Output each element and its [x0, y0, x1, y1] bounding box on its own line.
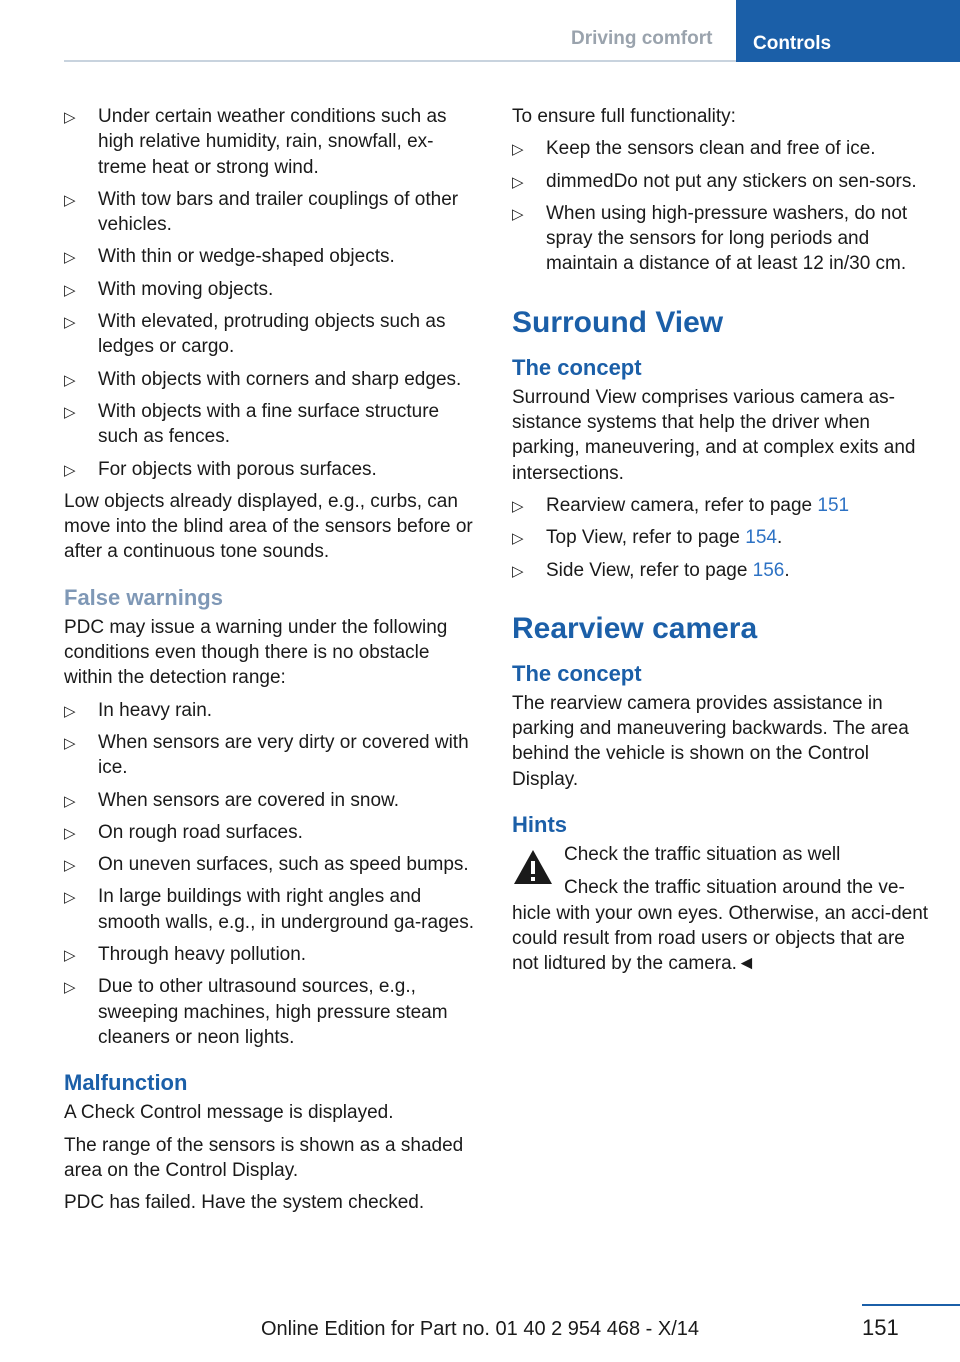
- list-item: ▷ For objects with porous surfaces.: [64, 457, 482, 482]
- list-item: ▷ Top View, refer to page 154.: [512, 525, 930, 550]
- rearview-concept-heading: The concept: [512, 660, 642, 686]
- list-item: ▷ With objects with corners and sharp edges.: [64, 367, 482, 392]
- surround-concept-heading: The concept: [512, 354, 642, 380]
- false-warnings-intro: PDC may issue a warning under the following conditions even though there is no obstacle within the detection range:: [64, 616, 448, 689]
- bullet-triangle-icon: ▷: [64, 461, 76, 479]
- list-item: ▷ With thin or wedge-shaped objects.: [64, 244, 482, 269]
- page-reference-link[interactable]: 154: [745, 527, 777, 549]
- functionality-intro: To ensure full functionality:: [512, 106, 736, 127]
- section-label: Driving comfort: [571, 28, 713, 49]
- bullet-triangle-icon: ▷: [64, 109, 76, 126]
- bullet-triangle-icon: ▷: [512, 530, 524, 548]
- rearview-camera-heading: Rearview camera: [512, 611, 758, 645]
- bullet-triangle-icon: ▷: [64, 314, 76, 332]
- warning-triangle-icon: [512, 848, 554, 886]
- bullet-triangle-icon: ▷: [64, 702, 76, 720]
- left-column: [64, 104, 482, 1222]
- list-item: ▷ With moving objects.: [64, 277, 482, 302]
- bullet-triangle-icon: ▷: [64, 947, 76, 965]
- list-item: ▷ On rough road surfaces.: [64, 820, 482, 845]
- functionality-list: [512, 136, 930, 276]
- bullet-triangle-icon: ▷: [64, 403, 76, 421]
- list-item: ▷ In large buildings with right angles and smooth walls, e.g., in underground ga-rages.: [64, 886, 474, 933]
- bullet-triangle-icon: ▷: [64, 824, 76, 842]
- bullet-triangle-icon: ▷: [512, 205, 524, 223]
- footer-rule: [862, 1304, 960, 1306]
- bullet-triangle-icon: ▷: [64, 792, 76, 810]
- bullet-triangle-icon: ▷: [64, 889, 76, 907]
- bullet-triangle-icon: ▷: [64, 857, 76, 875]
- chapter-tab: Controls: [736, 0, 960, 62]
- bullet-triangle-icon: ▷: [512, 562, 524, 580]
- page-number: 151: [862, 1315, 899, 1340]
- edition-footer: Online Edition for Part no. 01 40 2 954 468 - X/14: [260, 1318, 700, 1340]
- right-column: [512, 104, 930, 977]
- page-reference-link[interactable]: 151: [817, 494, 850, 516]
- hints-heading: Hints: [512, 812, 567, 838]
- malfunction-heading: Malfunction: [64, 1070, 188, 1096]
- list-item: ▷ With elevated, protruding objects such as ledges or cargo.: [64, 311, 446, 358]
- blind-area-paragraph: Low objects already displayed, e.g., curbs, can move into the blind area of the sensors before or after a continuous tone sounds.: [64, 490, 473, 563]
- bullet-triangle-icon: ▷: [512, 497, 524, 515]
- rearview-concept-paragraph: The rearview camera provides assistance in parking and maneuvering backwards. The area behind the vehicle is shown on the Control Display.: [512, 692, 909, 790]
- bullet-triangle-icon: ▷: [512, 141, 524, 159]
- malfunction-paragraph-3: PDC has failed. Have the system checked.: [64, 1192, 425, 1214]
- malfunction-paragraph-2: The range of the sensors is shown as a shaded area on the Control Display.: [64, 1134, 464, 1181]
- false-warnings-list: [64, 698, 482, 1051]
- list-item: ▷ In heavy rain.: [64, 698, 482, 723]
- bullet-triangle-icon: ▷: [64, 281, 76, 299]
- false-warnings-heading: False warnings: [64, 584, 223, 610]
- list-item: ▷ Under certain weather conditions such as high relative humidity, rain, snowfall, ex-treme heat or strong wind.: [64, 106, 447, 178]
- list-item: ▷ Side View, refer to page 156.: [512, 558, 930, 583]
- bullet-triangle-icon: ▷: [64, 191, 76, 209]
- surround-view-heading: Surround View: [512, 305, 724, 339]
- page-reference-link[interactable]: 156: [752, 559, 785, 581]
- conditions-list: [64, 104, 482, 482]
- list-item: ▷ With tow bars and trailer couplings of other vehicles.: [64, 188, 459, 236]
- list-item: ▷ When sensors are very dirty or covered with ice.: [64, 731, 469, 779]
- list-item: ▷ With objects with a fine surface structure such as fences.: [64, 400, 440, 448]
- bullet-triangle-icon: ▷: [64, 979, 76, 997]
- page-header: [0, 0, 960, 62]
- list-item: ▷ Keep the sensors clean and free of ice.: [512, 136, 930, 161]
- list-item: ▷ Through heavy pollution.: [64, 942, 482, 967]
- list-item: ▷ dimmedDo not put any stickers on sen-sors.: [512, 169, 930, 194]
- bullet-triangle-icon: ▷: [64, 371, 76, 389]
- bullet-triangle-icon: ▷: [64, 734, 76, 752]
- warning-heading: Check the traffic situation as well: [564, 844, 841, 866]
- surround-systems-list: [512, 493, 930, 583]
- malfunction-paragraph-1: A Check Control message is displayed.: [64, 1102, 394, 1124]
- bullet-triangle-icon: ▷: [512, 173, 524, 191]
- surround-concept-paragraph: Surround View comprises various camera as-sistance systems that help the driver when parking, maneuvering, and at complex exits and intersections.: [512, 386, 916, 484]
- list-item: ▷ Due to other ultrasound sources, e.g., sweeping machines, high pressure steam cleaners or neon lights.: [64, 976, 448, 1048]
- list-item: ▷ On uneven surfaces, such as speed bumps.: [64, 852, 482, 877]
- list-item: ▷ When using high-pressure washers, do not spray the sensors for long periods and maintain a distance of at least 12 in/30 cm.: [512, 202, 908, 275]
- warning-body: Check the traffic situation around the ve-hicle with your own eyes. Otherwise, an acci-dent could result from road users or objects that are not lidtured by the camera.◄: [512, 877, 929, 975]
- bullet-triangle-icon: ▷: [64, 249, 76, 267]
- list-item: ▷ Rearview camera, refer to page 151: [512, 493, 930, 518]
- warning-block: [512, 842, 930, 867]
- list-item: ▷ When sensors are covered in snow.: [64, 788, 482, 813]
